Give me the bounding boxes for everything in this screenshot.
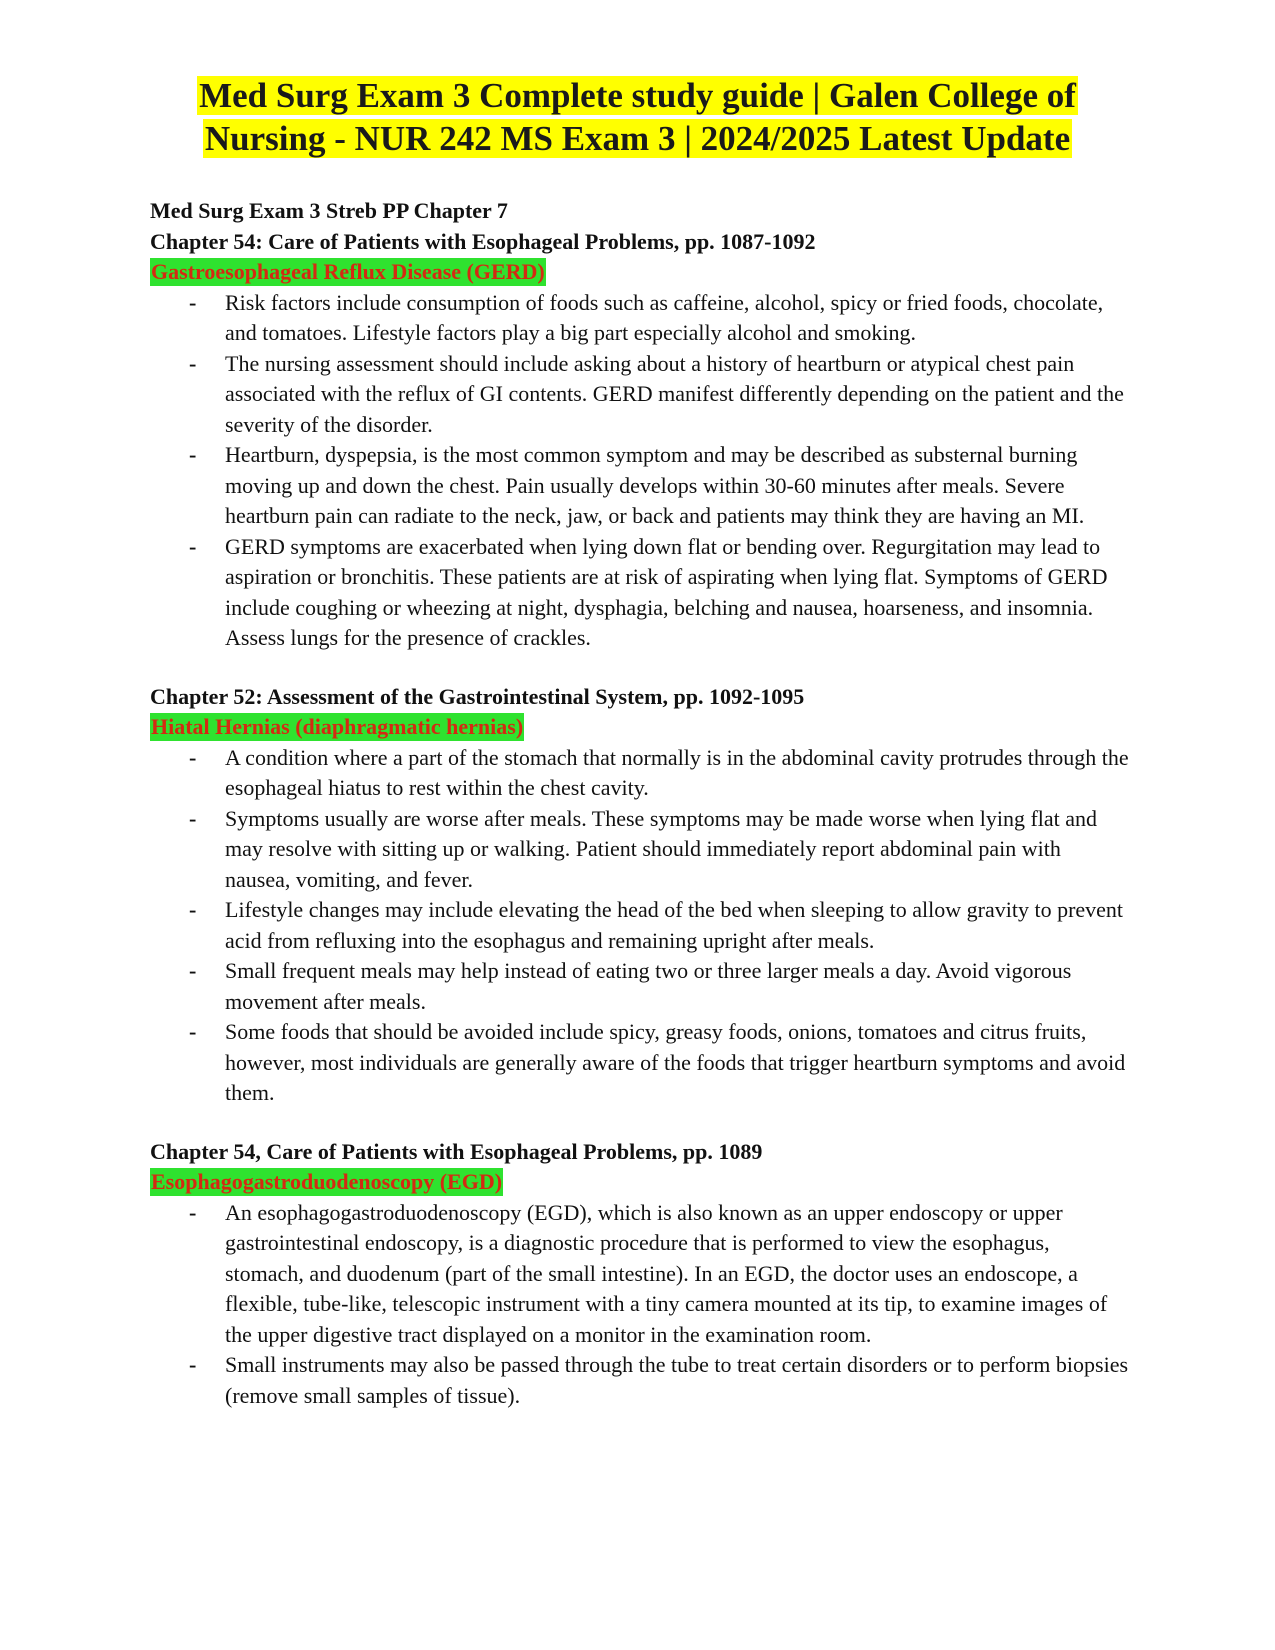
bullet-dash: -: [189, 442, 197, 467]
title-highlight: Med Surg Exam 3 Complete study guide | Galen College of Nursing - NUR 242 MS Exam 3 | 2024/2025 Latest Update: [199, 76, 1076, 158]
bullet-dash: -: [189, 897, 197, 922]
list-item-text: Heartburn, dyspepsia, is the most common symptom and may be described as substernal burning moving up and down the chest. Pain usually develops within 30-60 minutes after meals. Severe heartburn pain can radiate to the neck, jaw, or back and patients may think they are having an MI.: [225, 442, 1085, 528]
document-body: [150, 196, 1130, 1439]
list-item: [150, 1198, 1130, 1351]
list-item: [150, 743, 1130, 804]
chapter-heading: Chapter 54, Care of Patients with Esophageal Problems, pp. 1089: [150, 1138, 763, 1164]
section-egd: [150, 1137, 1130, 1412]
chapter-heading: Chapter 54: Care of Patients with Esophageal Problems, pp. 1087-1092: [150, 228, 816, 254]
list-item: [150, 1350, 1130, 1411]
list-item-text: Symptoms usually are worse after meals. These symptoms may be made worse when lying flat and may resolve with sitting up or walking. Patient should immediately report abdominal pain with nausea, vomiting, and fever.: [225, 805, 1098, 892]
section-heading: Med Surg Exam 3 Streb PP Chapter 7: [150, 198, 508, 223]
list-item: [150, 895, 1130, 956]
bullet-dash: -: [189, 1019, 197, 1044]
list-item: [150, 804, 1130, 896]
list-item: [150, 440, 1130, 532]
list-item-text: Small frequent meals may help instead of eating two or three larger meals a day. Avoid vigorous movement after meals.: [225, 958, 1072, 1014]
bullet-dash: -: [189, 1352, 197, 1377]
list-item-text: GERD symptoms are exacerbated when lying down flat or bending over. Regurgitation may lead to aspiration or bronchitis. These patients are at risk of aspirating when lying flat. Symptoms of GERD include coughing or wheezing at night, dysphagia, belching and nausea, hoarseness, and insomnia. Assess lungs for the presence of crackles.: [225, 533, 1108, 650]
bullet-dash: -: [189, 805, 197, 831]
topic-label-gerd: Gastroesophageal Reflux Disease (GERD): [151, 259, 545, 284]
bullet-dash: -: [189, 289, 197, 315]
list-item-text: The nursing assessment should include asking about a history of heartburn or atypical chest pain associated with the reflux of GI contents. GERD manifest differently depending on the patient and the severity of the disorder.: [225, 350, 1124, 437]
bullet-dash: -: [189, 958, 197, 983]
section-gerd: [150, 196, 1130, 654]
document-title: [140, 74, 1135, 160]
list-item: [150, 349, 1130, 441]
list-item-text: An esophagogastroduodenoscopy (EGD), which is also known as an upper endoscopy or upper gastrointestinal endoscopy, is a diagnostic procedure that is performed to view the esophagus, stomach, and duodenum (part of the small intestine). In an EGD, the doctor uses an endoscope, a flexible, tube-like, telescopic instrument with a tiny camera mounted at its tip, to examine images of the upper digestive tract displayed on a monitor in the examination room.: [225, 1199, 1108, 1347]
section-hiatal-hernias: [150, 682, 1130, 1109]
list-item-text: A condition where a part of the stomach that normally is in the abdominal cavity protrudes through the esophageal hiatus to rest within the chest cavity.: [225, 744, 1129, 800]
bullet-dash: -: [189, 533, 197, 559]
list-item-text: Some foods that should be avoided include spicy, greasy foods, onions, tomatoes and citrus fruits, however, most individuals are generally aware of the foods that trigger heartburn symptoms and avoid them.: [225, 1019, 1126, 1105]
bullet-dash: -: [189, 350, 197, 376]
list-item-text: Small instruments may also be passed through the tube to treat certain disorders or to perform biopsies (remove small samples of tissue).: [225, 1352, 1129, 1408]
topic-label-hiatal-hernias: Hiatal Hernias (diaphragmatic hernias): [151, 714, 524, 739]
bullet-list: [150, 288, 1130, 654]
list-item: [150, 956, 1130, 1017]
list-item: [150, 532, 1130, 654]
bullet-dash: -: [189, 744, 197, 770]
bullet-dash: -: [189, 1199, 197, 1225]
bullet-list: [150, 743, 1130, 1109]
list-item-text: Risk factors include consumption of foods such as caffeine, alcohol, spicy or fried foods, chocolate, and tomatoes. Lifestyle factors play a big part especially alcohol and smoking.: [225, 289, 1104, 345]
topic-label-egd: Esophagogastroduodenoscopy (EGD): [151, 1169, 503, 1194]
bullet-list: [150, 1198, 1130, 1412]
list-item: [150, 288, 1130, 349]
chapter-heading: Chapter 52: Assessment of the Gastrointestinal System, pp. 1092-1095: [150, 683, 805, 709]
list-item-text: Lifestyle changes may include elevating the head of the bed when sleeping to allow gravity to prevent acid from refluxing into the esophagus and remaining upright after meals.: [225, 897, 1124, 953]
list-item: [150, 1017, 1130, 1109]
